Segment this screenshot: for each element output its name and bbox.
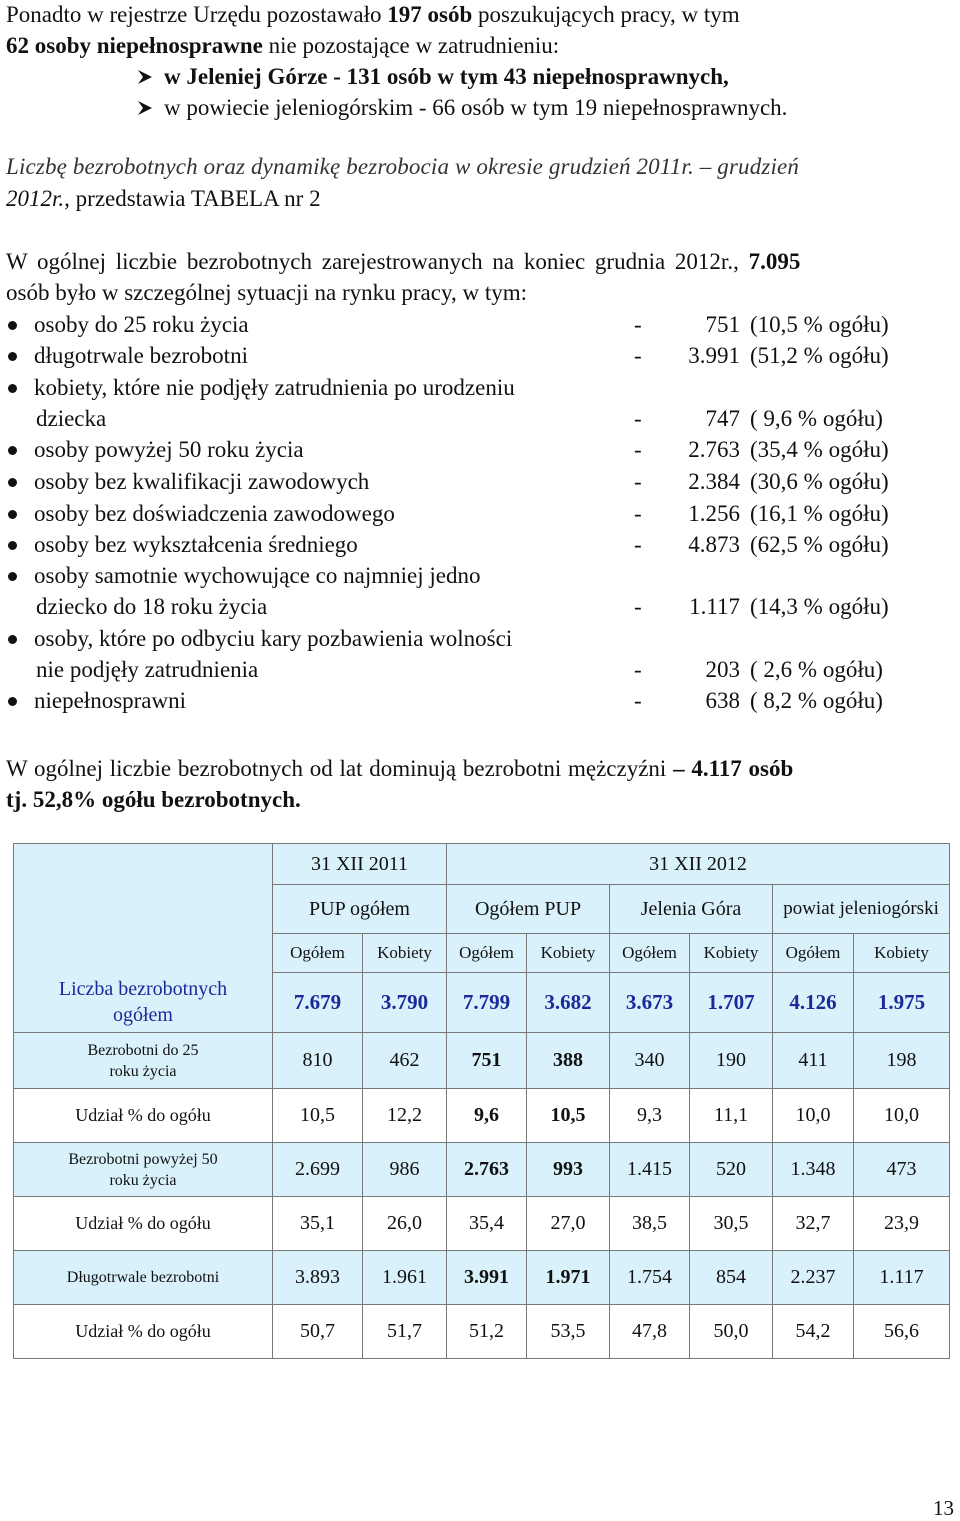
table-corner-cell xyxy=(14,844,273,973)
para1-item-1 xyxy=(136,62,729,92)
table-row: Udział % do ogółu 50,7 51,7 51,2 53,5 47,8 50,0 54,2 56,6 xyxy=(14,1305,950,1359)
para1-bold-disabled: 62 osoby niepełnosprawne xyxy=(6,33,263,58)
table-row: Bezrobotni powyżej 50 roku życia 2.699 986 2.763 993 1.415 520 1.348 473 xyxy=(14,1143,950,1197)
row-label: Liczba bezrobotnych ogółem xyxy=(14,973,273,1033)
para2-line1: Liczbę bezrobotnych oraz dynamikę bezrobocia w okresie grudzień 2011r. – grudzień xyxy=(6,154,799,179)
group-header-pup: Ogółem PUP xyxy=(447,885,610,934)
row-label: Udział % do ogółu xyxy=(14,1089,273,1143)
bullet-dot-icon xyxy=(8,446,17,455)
table-row: Długotrwale bezrobotni 3.893 1.961 3.991 1.971 1.754 854 2.237 1.117 xyxy=(14,1251,950,1305)
subheader-cell: Kobiety xyxy=(363,934,447,973)
group-header-jelenia-gora: Jelenia Góra xyxy=(610,885,773,934)
subheader-cell: Kobiety xyxy=(527,934,610,973)
para1-bold-count: 197 osób xyxy=(387,2,473,27)
row-label: Bezrobotni do 25 roku życia xyxy=(14,1033,273,1089)
row-label: Udział % do ogółu xyxy=(14,1305,273,1359)
para4-men-count: – 4.117 osób xyxy=(673,756,794,781)
period-2011-header: 31 XII 2011 xyxy=(273,844,447,885)
group-header-county: powiat jeleniogórski xyxy=(773,885,950,934)
subheader-cell: Ogółem xyxy=(447,934,527,973)
para2-date: 2012r. xyxy=(6,186,65,211)
bullet-dot-icon xyxy=(8,352,17,361)
subheader-cell: Ogółem xyxy=(610,934,690,973)
para1-item-2-text: w powiecie jeleniogórskim - 66 osób w tym 19 niepełnosprawnych. xyxy=(164,95,788,120)
row-label: Udział % do ogółu xyxy=(14,1197,273,1251)
para1-line2 xyxy=(6,31,559,61)
para2-line2 xyxy=(6,184,321,214)
bullet-dot-icon xyxy=(8,541,17,550)
table-row: Udział % do ogółu 10,5 12,2 9,6 10,5 9,3 11,1 10,0 10,0 xyxy=(14,1089,950,1143)
table-row: Udział % do ogółu 35,1 26,0 35,4 27,0 38,5 30,5 32,7 23,9 xyxy=(14,1197,950,1251)
subheader-cell: Ogółem xyxy=(773,934,854,973)
bullet-dot-icon xyxy=(8,321,17,330)
table-row: Liczba bezrobotnych ogółem 7.679 3.790 7.799 3.682 3.673 1.707 4.126 1.975 xyxy=(14,973,950,1033)
para4-text: W ogólnej liczbie bezrobotnych od lat dominują bezrobotni mężczyźni xyxy=(6,756,674,781)
arrow-bullet-icon xyxy=(136,68,154,86)
subheader-cell: Ogółem xyxy=(273,934,363,973)
para1-text-a: Ponadto w rejestrze Urzędu pozostawało xyxy=(6,2,388,27)
para4-line2: tj. 52,8% ogółu bezrobotnych. xyxy=(6,787,301,812)
para3-line1 xyxy=(6,247,800,277)
subheader-cell: Kobiety xyxy=(854,934,950,973)
para1-text-tail: nie pozostające w zatrudnieniu: xyxy=(262,33,560,58)
arrow-bullet-icon xyxy=(136,99,154,117)
bullet-dot-icon xyxy=(8,478,17,487)
para3-total: 7.095 xyxy=(748,249,801,274)
bullet-dot-icon xyxy=(8,510,17,519)
para3-line2: osób było w szczególnej sytuacji na rynku pracy, w tym: xyxy=(6,280,527,305)
para3-text: W ogólnej liczbie bezrobotnych zarejestrowanych na koniec grudnia 2012r., xyxy=(6,249,749,274)
para1-text-c: poszukujących pracy, w tym xyxy=(472,2,740,27)
bullet-dot-icon xyxy=(8,384,17,393)
para1-item-2 xyxy=(136,93,787,123)
para1-item-1-text: w Jeleniej Górze - 131 osób w tym 43 niepełnosprawnych, xyxy=(164,64,729,89)
table-row: Bezrobotni do 25 roku życia 810 462 751 388 340 190 411 198 xyxy=(14,1033,950,1089)
period-2012-header: 31 XII 2012 xyxy=(447,844,950,885)
row-label: Długotrwale bezrobotni xyxy=(14,1251,273,1305)
bullet-dot-icon xyxy=(8,697,17,706)
bullet-dot-icon xyxy=(8,572,17,581)
subheader-cell: Kobiety xyxy=(690,934,773,973)
page-number: 13 xyxy=(933,1496,954,1520)
para2-text: , przedstawia TABELA nr 2 xyxy=(64,186,321,211)
bullet-dot-icon xyxy=(8,635,17,644)
para4-line1 xyxy=(6,754,793,784)
unemployment-table xyxy=(13,843,950,1359)
group-header-pup-total: PUP ogółem xyxy=(273,885,447,934)
row-label: Bezrobotni powyżej 50 roku życia xyxy=(14,1143,273,1197)
para1-line1 xyxy=(6,0,954,30)
